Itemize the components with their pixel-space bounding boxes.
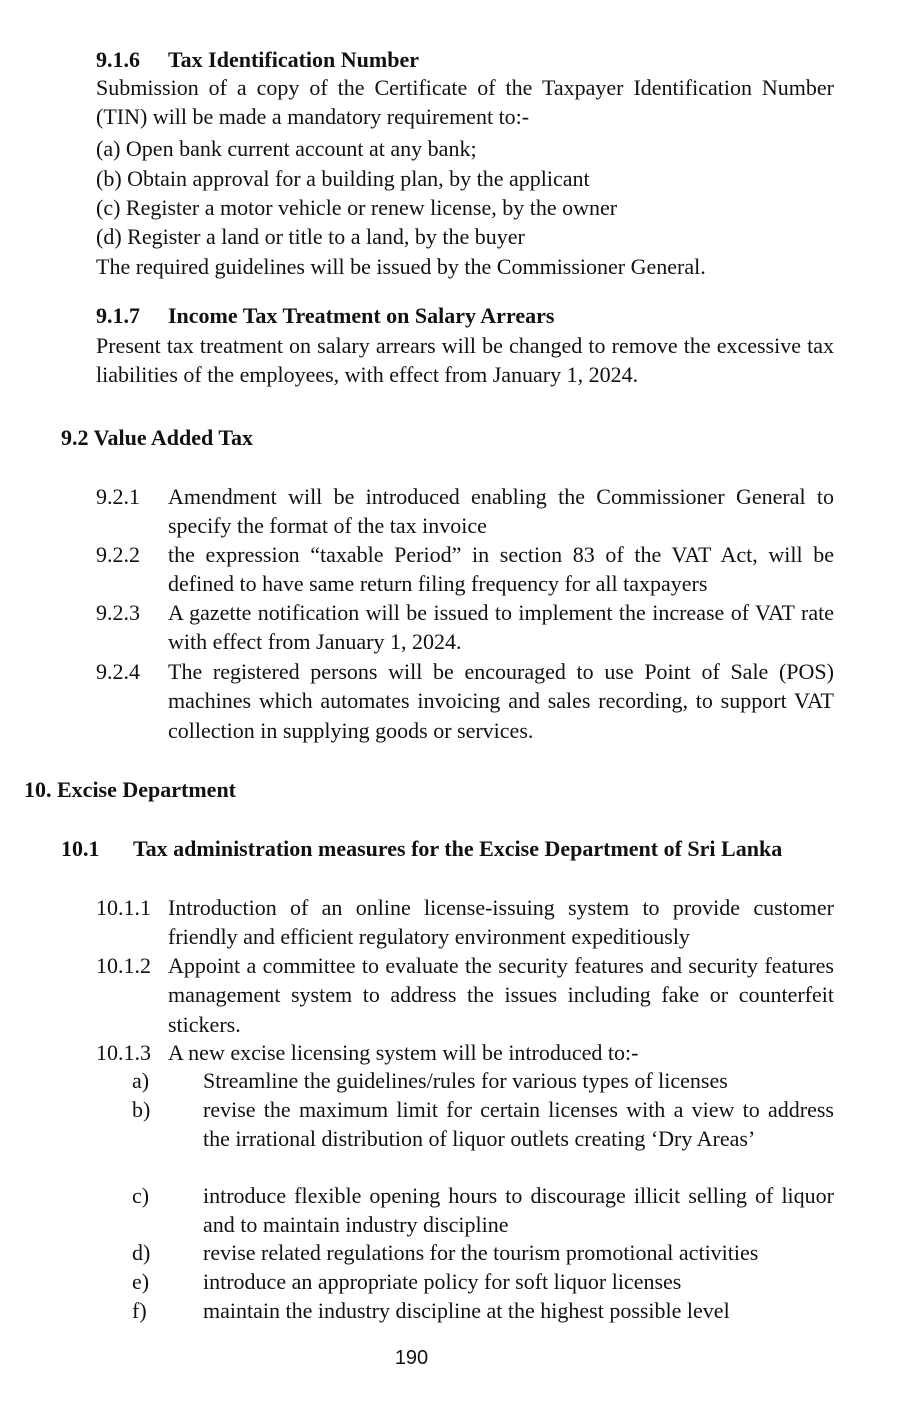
item-number: 10.1.3 [96, 1040, 151, 1065]
item-number: 10.1.2 [96, 953, 151, 978]
item-text: The registered persons will be encouraged to use Point of Sale (POS) machines which automates invoicing and sales recording, to support VAT collection in supplying goods or services. [168, 659, 834, 743]
item-number: 9.2.2 [96, 542, 140, 567]
section-9-1-6-heading [96, 45, 419, 74]
list-item-d: (d) Register a land or title to a land, by the buyer [96, 224, 525, 249]
list-item-c: (c) Register a motor vehicle or renew license, by the owner [96, 195, 618, 220]
subitem-text: introduce an appropriate policy for soft liquor licenses [203, 1269, 682, 1294]
section-9-1-6-closing: The required guidelines will be issued by the Commissioner General. [96, 254, 706, 279]
section-9-1-7-heading [96, 301, 554, 330]
item-number: 9.2.4 [96, 659, 140, 684]
subitem-text: introduce flexible opening hours to discourage illicit selling of liquor and to maintain industry discipline [203, 1183, 834, 1238]
list-item-a: (a) Open bank current account at any bank; [96, 136, 477, 161]
subitem-letter: f) [132, 1298, 147, 1323]
section-10-1-heading [61, 834, 782, 863]
item-text: Appoint a committee to evaluate the security features and security features management system to address the issues including fake or counterfeit stickers. [168, 953, 834, 1037]
subitem-text: maintain the industry discipline at the highest possible level [203, 1298, 730, 1323]
item-text: the expression “taxable Period” in section 83 of the VAT Act, will be defined to have same return filing frequency for all taxpayers [168, 542, 834, 597]
section-number: 9.1.7 [96, 303, 140, 328]
section-9-1-7-body: Present tax treatment on salary arrears will be changed to remove the excessive tax liabilities of the employees, with effect from January 1, 2024. [96, 333, 834, 388]
subitem-text: revise related regulations for the tourism promotional activities [203, 1240, 759, 1265]
section-9-2-heading: 9.2 Value Added Tax [61, 425, 253, 450]
item-text: Amendment will be introduced enabling the Commissioner General to specify the format of the tax invoice [168, 484, 834, 539]
item-text: Introduction of an online license-issuing system to provide customer friendly and efficient regulatory environment expeditiously [168, 895, 834, 950]
item-number: 10.1.1 [96, 895, 151, 920]
subitem-letter: c) [132, 1183, 150, 1208]
subitem-letter: a) [132, 1068, 150, 1093]
section-number: 9.1.6 [96, 47, 140, 72]
section-10-heading: 10. Excise Department [24, 777, 237, 802]
item-text: A new excise licensing system will be introduced to:- [168, 1040, 639, 1065]
subitem-letter: b) [132, 1097, 151, 1122]
section-title: Tax administration measures for the Excise Department of Sri Lanka [133, 836, 783, 861]
section-title: Income Tax Treatment on Salary Arrears [168, 303, 555, 328]
subitem-text: Streamline the guidelines/rules for various types of licenses [203, 1068, 728, 1093]
section-title: Tax Identification Number [168, 47, 419, 72]
item-text: A gazette notification will be issued to implement the increase of VAT rate with effect from January 1, 2024. [168, 600, 834, 655]
subitem-text: revise the maximum limit for certain licenses with a view to address the irrational distribution of liquor outlets creating ‘Dry Areas’ [203, 1097, 834, 1152]
item-number: 9.2.3 [96, 600, 140, 625]
item-number: 9.2.1 [96, 484, 140, 509]
list-item-b: (b) Obtain approval for a building plan, by the applicant [96, 166, 590, 191]
page-number: 190 [394, 1347, 429, 1369]
section-number: 10.1 [61, 836, 100, 861]
section-9-1-6-intro: Submission of a copy of the Certificate of the Taxpayer Identification Number (TIN) will be made a mandatory requirement to:- [96, 75, 834, 130]
subitem-letter: d) [132, 1240, 151, 1265]
subitem-letter: e) [132, 1269, 150, 1294]
